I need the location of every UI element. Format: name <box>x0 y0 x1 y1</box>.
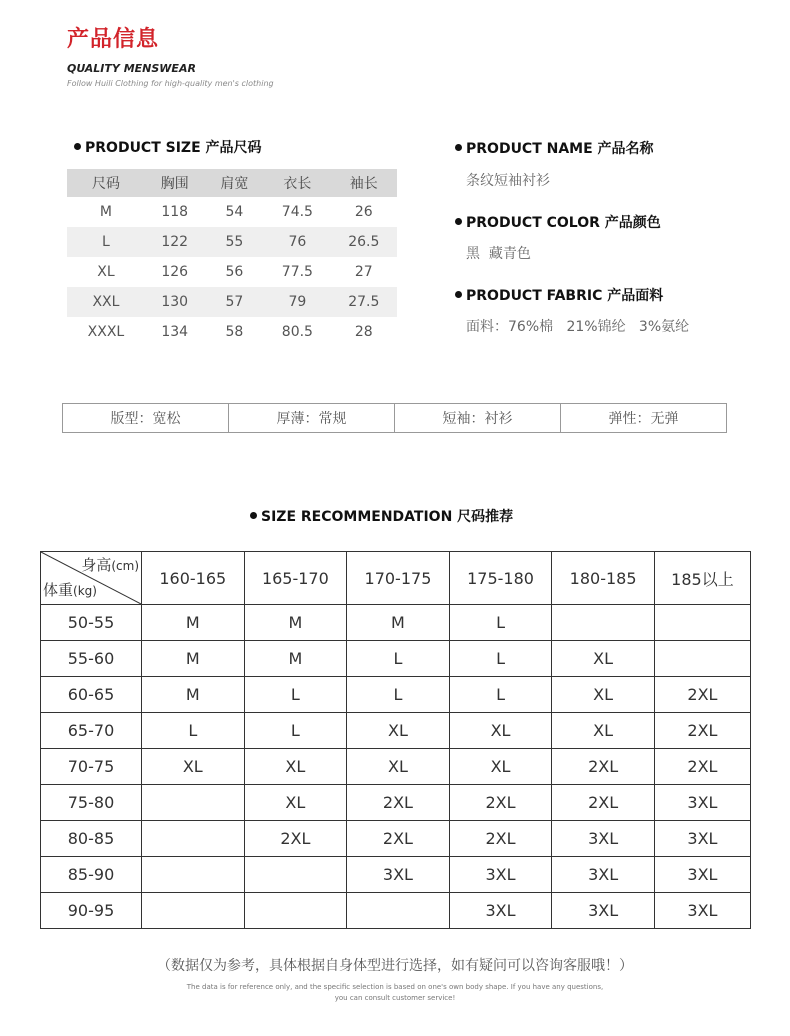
size-cell: XXXL <box>87 324 125 340</box>
product-name-heading-text: PRODUCT NAME 产品名称 <box>466 141 654 157</box>
product-size-table <box>67 169 397 347</box>
recommended-size-cell: 3XL <box>449 857 552 893</box>
size-cell: 55 <box>205 227 265 257</box>
recommended-size-cell: M <box>142 641 245 677</box>
weight-unit: (kg) <box>73 584 97 598</box>
recommended-size-cell <box>244 893 347 929</box>
recommended-size-cell: M <box>142 677 245 713</box>
size-cell: 26.5 <box>331 227 397 257</box>
recommended-size-cell: M <box>142 605 245 641</box>
recommendation-row <box>41 749 751 785</box>
recommended-size-cell: M <box>244 605 347 641</box>
attribute-strip <box>62 403 727 433</box>
recommended-size-cell <box>244 857 347 893</box>
recommended-size-cell: 3XL <box>654 821 750 857</box>
size-table-header-row <box>67 169 397 197</box>
size-cell: 80.5 <box>281 324 313 340</box>
size-table-row <box>67 227 397 257</box>
recommended-size-cell: M <box>244 641 347 677</box>
recommendation-heading-text: SIZE RECOMMENDATION 尺码推荐 <box>261 509 514 525</box>
size-cell: 27 <box>354 264 373 280</box>
weight-range-cell: 65-70 <box>41 713 142 749</box>
recommendation-row <box>41 713 751 749</box>
recommended-size-cell: 2XL <box>654 749 750 785</box>
recommendation-row <box>41 677 751 713</box>
recommended-size-cell: L <box>347 641 450 677</box>
size-table-row <box>67 197 397 227</box>
size-cell: 74.5 <box>281 204 313 220</box>
product-fabric-heading-text: PRODUCT FABRIC 产品面料 <box>466 288 664 304</box>
recommended-size-cell <box>552 605 655 641</box>
weight-range-cell: 80-85 <box>41 821 142 857</box>
recommended-size-cell <box>654 641 750 677</box>
weight-range-cell: 60-65 <box>41 677 142 713</box>
height-range-header: 185以上 <box>654 552 750 605</box>
recommended-size-cell: L <box>449 605 552 641</box>
product-fabric-value: 面料：76%棉 21%锦纶 3%氨纶 <box>466 319 690 335</box>
size-cell: 57 <box>205 287 265 317</box>
recommended-size-cell: 2XL <box>244 821 347 857</box>
recommended-size-cell: XL <box>552 677 655 713</box>
size-cell: 130 <box>145 287 205 317</box>
recommended-size-cell: 2XL <box>449 785 552 821</box>
bullet-icon <box>455 291 462 298</box>
size-cell: 26 <box>354 204 373 220</box>
brand-tagline: Follow Huili Clothing for high-quality men's clothing <box>67 79 274 88</box>
recommended-size-cell: 2XL <box>347 821 450 857</box>
footer-note: （数据仅为参考，具体根据自身体型进行选择，如有疑问可以咨询客服哦！） <box>157 958 633 974</box>
size-col-header: 衣长 <box>264 169 330 197</box>
attribute-sleeve: 短袖：衬衫 <box>395 404 561 432</box>
recommended-size-cell: 3XL <box>347 857 450 893</box>
recommended-size-cell: XL <box>449 749 552 785</box>
size-table-row <box>67 287 397 317</box>
corner-cell <box>41 552 142 605</box>
size-cell: 77.5 <box>281 264 313 280</box>
size-cell: 28 <box>354 324 373 340</box>
size-cell: XL <box>97 264 115 280</box>
size-cell: 54 <box>225 204 244 220</box>
recommended-size-cell: XL <box>449 713 552 749</box>
recommendation-row <box>41 893 751 929</box>
product-name-value: 条纹短袖衬衫 <box>466 173 550 189</box>
footer-note-en-line: The data is for reference only, and the specific selection is based on one's own body shape. If you have any questions, <box>186 983 604 991</box>
product-name-heading <box>455 138 654 158</box>
size-cell: XXL <box>67 287 145 317</box>
product-fabric-heading <box>455 285 663 305</box>
recommended-size-cell: 3XL <box>654 893 750 929</box>
recommended-size-cell: L <box>244 713 347 749</box>
recommended-size-cell: XL <box>347 749 450 785</box>
size-cell: 118 <box>161 204 189 220</box>
size-cell: 134 <box>161 324 189 340</box>
recommended-size-cell: L <box>244 677 347 713</box>
size-col-header: 袖长 <box>331 169 397 197</box>
height-range-header: 165-170 <box>244 552 347 605</box>
attribute-thickness: 厚薄：常规 <box>229 404 395 432</box>
height-label-text: 身高 <box>81 556 112 574</box>
bullet-icon <box>74 143 81 150</box>
weight-range-cell: 55-60 <box>41 641 142 677</box>
recommended-size-cell <box>142 857 245 893</box>
recommended-size-cell: XL <box>552 713 655 749</box>
recommended-size-cell: L <box>347 677 450 713</box>
product-color-heading-text: PRODUCT COLOR 产品颜色 <box>466 215 661 231</box>
footer-note-en <box>0 982 790 1004</box>
recommendation-row <box>41 641 751 677</box>
recommended-size-cell: 3XL <box>552 857 655 893</box>
size-cell: 79 <box>264 287 330 317</box>
recommended-size-cell: 2XL <box>552 785 655 821</box>
weight-label-text: 体重 <box>43 581 74 599</box>
recommended-size-cell: 3XL <box>654 857 750 893</box>
recommendation-row <box>41 605 751 641</box>
recommendation-heading <box>250 506 513 526</box>
recommended-size-cell: XL <box>244 749 347 785</box>
size-cell: 58 <box>225 324 244 340</box>
recommended-size-cell <box>142 893 245 929</box>
recommended-size-cell: XL <box>552 641 655 677</box>
product-color-value: 黑 藏青色 <box>466 246 531 262</box>
recommended-size-cell: XL <box>244 785 347 821</box>
recommended-size-cell: 2XL <box>347 785 450 821</box>
size-cell: 126 <box>161 264 189 280</box>
recommendation-row <box>41 785 751 821</box>
weight-range-cell: 50-55 <box>41 605 142 641</box>
size-cell: L <box>67 227 145 257</box>
size-cell: 27.5 <box>331 287 397 317</box>
recommended-size-cell <box>142 785 245 821</box>
size-cell: 56 <box>225 264 244 280</box>
recommended-size-cell <box>142 821 245 857</box>
recommended-size-cell: 3XL <box>449 893 552 929</box>
brand-subtitle: QUALITY MENSWEAR <box>67 62 196 75</box>
height-range-header: 160-165 <box>142 552 245 605</box>
footer-note-en-line: you can consult customer service! <box>334 994 456 1002</box>
height-range-header: 175-180 <box>449 552 552 605</box>
weight-range-cell: 75-80 <box>41 785 142 821</box>
recommended-size-cell: XL <box>142 749 245 785</box>
recommended-size-cell: M <box>347 605 450 641</box>
product-color-heading <box>455 212 661 232</box>
size-col-header: 尺码 <box>67 169 145 197</box>
recommended-size-cell: 2XL <box>654 677 750 713</box>
size-table-row <box>67 257 397 287</box>
recommended-size-cell: 2XL <box>449 821 552 857</box>
recommended-size-cell: 3XL <box>552 821 655 857</box>
recommended-size-cell <box>347 893 450 929</box>
size-recommendation-table <box>40 551 751 929</box>
recommended-size-cell: 2XL <box>654 713 750 749</box>
size-section-heading <box>74 137 262 157</box>
weight-range-cell: 90-95 <box>41 893 142 929</box>
recommendation-header-row <box>41 552 751 605</box>
size-cell: M <box>99 204 112 220</box>
recommendation-row <box>41 857 751 893</box>
recommended-size-cell: L <box>449 677 552 713</box>
size-col-header: 肩宽 <box>205 169 265 197</box>
attribute-elasticity: 弹性：无弹 <box>608 411 679 427</box>
size-table-row <box>67 317 397 347</box>
recommended-size-cell <box>654 605 750 641</box>
size-cell: 76 <box>264 227 330 257</box>
recommended-size-cell: L <box>449 641 552 677</box>
recommendation-row <box>41 821 751 857</box>
height-range-header: 170-175 <box>347 552 450 605</box>
page-title: 产品信息 <box>67 27 160 52</box>
recommended-size-cell: XL <box>347 713 450 749</box>
recommended-size-cell: L <box>142 713 245 749</box>
recommended-size-cell: 3XL <box>654 785 750 821</box>
height-range-header: 180-185 <box>552 552 655 605</box>
bullet-icon <box>455 218 462 225</box>
size-cell: 122 <box>145 227 205 257</box>
attribute-fit: 版型：宽松 <box>63 404 229 432</box>
height-unit: (cm) <box>111 559 139 573</box>
bullet-icon <box>455 144 462 151</box>
height-label <box>81 554 139 575</box>
weight-range-cell: 85-90 <box>41 857 142 893</box>
weight-label <box>43 579 97 600</box>
weight-range-cell: 70-75 <box>41 749 142 785</box>
recommended-size-cell: 2XL <box>552 749 655 785</box>
size-section-heading-text: PRODUCT SIZE 产品尺码 <box>85 140 262 156</box>
size-col-header: 胸围 <box>145 169 205 197</box>
recommended-size-cell: 3XL <box>552 893 655 929</box>
bullet-icon <box>250 512 257 519</box>
